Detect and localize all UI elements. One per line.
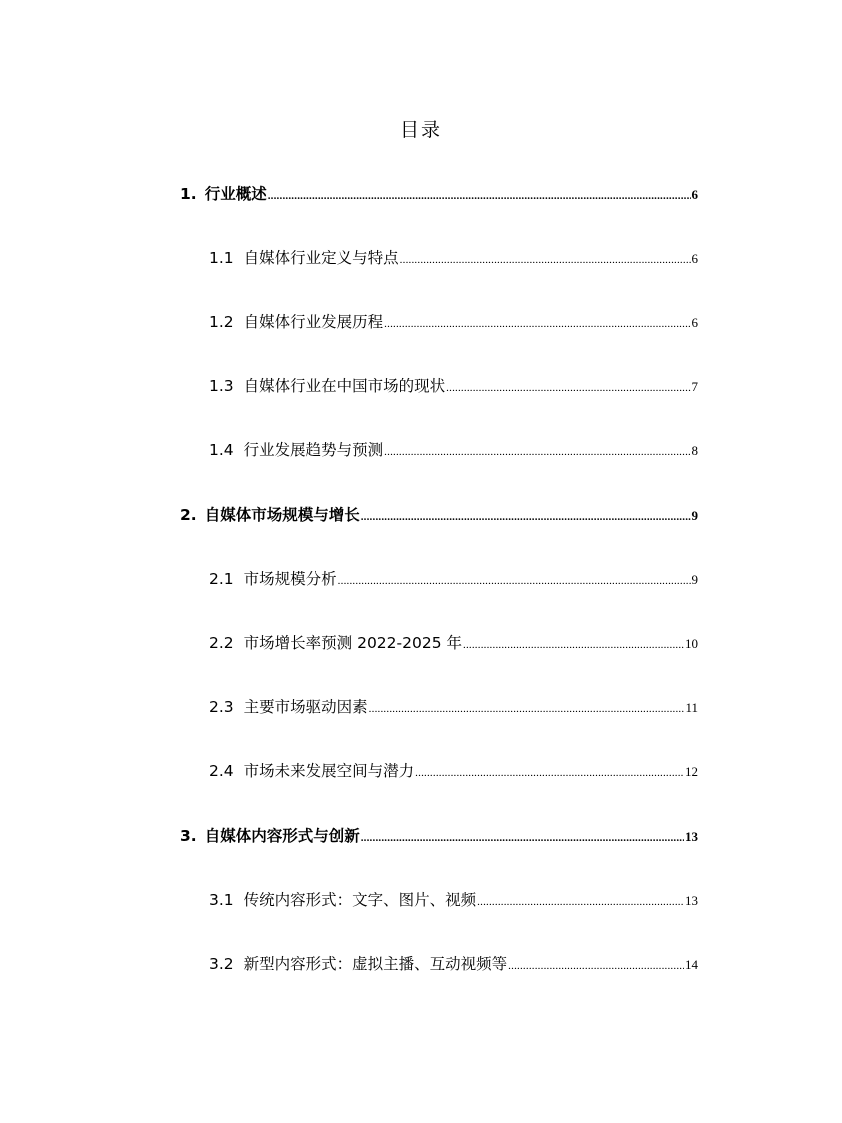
toc-entry[interactable] [209,888,698,912]
toc-entry-page: 12 [685,764,698,779]
toc-entry-text[interactable]: 市场未来发展空间与潜力 [243,762,415,780]
dot-leader [361,505,691,529]
dot-leader [384,440,690,464]
toc-entry[interactable] [180,503,698,527]
dot-leader [338,569,691,593]
toc-entry-page: 13 [685,829,698,844]
toc-entry[interactable] [209,567,698,591]
dot-leader [268,184,691,208]
toc-entry[interactable] [209,310,698,334]
toc-entry[interactable] [209,374,698,398]
toc-entry-number: 1.3 [209,377,234,395]
toc-entry-number: 1.1 [209,249,234,267]
dot-leader [446,376,690,400]
toc-entry-page: 9 [691,508,698,523]
toc-entry-number: 1.2 [209,313,234,331]
toc-entry-number: 2.1 [209,570,234,588]
toc-entry-number: 3.2 [209,955,234,973]
toc-entry[interactable] [209,438,698,462]
dot-leader [361,826,684,850]
toc-entry-number: 2. [180,506,197,524]
toc-entry[interactable] [209,246,698,270]
dot-leader [369,697,685,721]
toc-entry-text[interactable]: 自媒体内容形式与创新 [204,827,360,845]
toc-entry-text[interactable]: 自媒体市场规模与增长 [204,506,360,524]
toc-entry-number: 3.1 [209,891,234,909]
toc-entry-number: 1.4 [209,441,234,459]
dot-leader [477,890,684,914]
dot-leader [508,954,684,978]
toc-entry-text[interactable]: 行业发展趋势与预测 [243,441,384,459]
toc-entry-number: 2.4 [209,762,234,780]
toc-entry-text[interactable]: 新型内容形式：虚拟主播、互动视频等 [243,955,508,973]
toc-entry-page: 9 [691,572,698,587]
toc-entry-number: 2.3 [209,698,234,716]
toc-entry-number: 1. [180,185,197,203]
toc-entry-page: 10 [685,636,698,651]
toc-entry-text[interactable]: 自媒体行业发展历程 [243,313,384,331]
toc-entry[interactable] [209,631,698,655]
toc-entry-number: 2.2 [209,634,234,652]
toc-entry-page: 8 [691,443,698,458]
toc-entry[interactable] [180,824,698,848]
toc-entry-page: 6 [691,315,698,330]
dot-leader [463,633,684,657]
toc-entry-text[interactable]: 行业概述 [204,185,267,203]
toc-entry[interactable] [180,182,698,206]
toc-entry-page: 14 [685,957,698,972]
toc-entry-number: 3. [180,827,197,845]
toc-entry-page: 6 [691,187,698,202]
toc-entry-text[interactable]: 自媒体行业在中国市场的现状 [243,377,446,395]
toc-entry[interactable] [209,695,698,719]
toc-entry-text[interactable]: 市场增长率预测 2022-2025 年 [243,634,462,652]
dot-leader [415,761,684,785]
toc-entry-text[interactable]: 自媒体行业定义与特点 [243,249,399,267]
dot-leader [400,248,691,272]
toc-entry-page: 6 [691,251,698,266]
toc-title: 目录 [399,119,442,141]
dot-leader [384,312,690,336]
toc-entry-page: 11 [685,700,698,715]
toc-entry[interactable] [209,759,698,783]
toc-entry-page: 7 [691,379,698,394]
toc-entry-text[interactable]: 市场规模分析 [243,570,337,588]
toc-entry[interactable] [209,952,698,976]
toc-entry-text[interactable]: 主要市场驱动因素 [243,698,368,716]
toc-entry-text[interactable]: 传统内容形式：文字、图片、视频 [243,891,477,909]
toc-entry-page: 13 [685,893,698,908]
